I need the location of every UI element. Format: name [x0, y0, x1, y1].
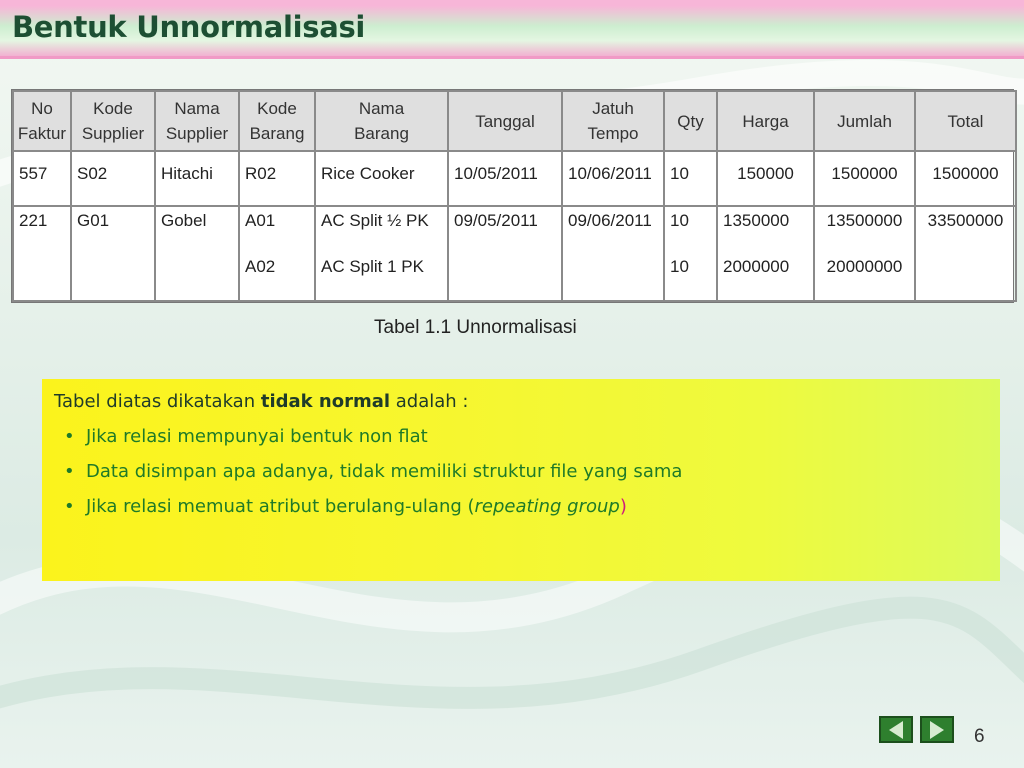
- table-cell: G01: [71, 206, 155, 247]
- repeating-group-term: repeating group: [474, 496, 620, 517]
- table-cell: Rice Cooker: [315, 151, 448, 206]
- col-header: Tanggal: [448, 91, 562, 151]
- table-cell: A02: [239, 247, 315, 301]
- table-cell: A01: [239, 206, 315, 247]
- table-cell: 1500000: [915, 151, 1016, 206]
- table-cell: [915, 247, 1016, 301]
- table-cell: AC Split ½ PK: [315, 206, 448, 247]
- table-cell: 09/05/2011: [448, 206, 562, 247]
- arrow-left-icon: [889, 721, 903, 739]
- invoice-table-image: [11, 89, 1014, 303]
- table-row: [13, 206, 1016, 247]
- table-cell: 221: [13, 206, 71, 247]
- table-row: [13, 151, 1016, 206]
- table-cell: 10/06/2011: [562, 151, 664, 206]
- table-cell: 20000000: [814, 247, 915, 301]
- col-header: Qty: [664, 91, 717, 151]
- col-header: Kode Barang: [239, 91, 315, 151]
- note-box: [42, 379, 1000, 581]
- table-cell: 1500000: [814, 151, 915, 206]
- bullet-icon: •: [64, 496, 75, 517]
- col-header: No Faktur: [13, 91, 71, 151]
- bullet-item: • Data disimpan apa adanya, tidak memiliki struktur file yang sama: [64, 461, 683, 482]
- table-cell: 557: [13, 151, 71, 206]
- table-cell: 33500000: [915, 206, 1016, 247]
- table-cell: 10/05/2011: [448, 151, 562, 206]
- table-cell: 09/06/2011: [562, 206, 664, 247]
- table-cell: 150000: [717, 151, 814, 206]
- col-header: Nama Barang: [315, 91, 448, 151]
- bullet-icon: •: [64, 426, 75, 447]
- note-intro: Tabel diatas dikatakan tidak normal adalah :: [54, 391, 469, 412]
- bullet-item: • Jika relasi memuat atribut berulang-ulang (repeating group): [64, 496, 627, 517]
- note-intro-bold: tidak normal: [260, 391, 391, 412]
- slide-title: Bentuk Unnormalisasi: [12, 10, 366, 44]
- table-cell: R02: [239, 151, 315, 206]
- header-divider: [0, 56, 1024, 59]
- col-header: Kode Supplier: [71, 91, 155, 151]
- previous-slide-button[interactable]: [879, 716, 913, 743]
- table-cell: [71, 247, 155, 301]
- header-band: [0, 0, 1024, 58]
- bullet-item: • Jika relasi mempunyai bentuk non flat: [64, 426, 428, 447]
- table-cell: [155, 247, 239, 301]
- col-header: Jatuh Tempo: [562, 91, 664, 151]
- table-cell: 10: [664, 206, 717, 247]
- table-cell: AC Split 1 PK: [315, 247, 448, 301]
- col-header: Total: [915, 91, 1016, 151]
- table-cell: Hitachi: [155, 151, 239, 206]
- table-cell: 13500000: [814, 206, 915, 247]
- col-header: Nama Supplier: [155, 91, 239, 151]
- page-number: 6: [974, 726, 985, 747]
- table-cell: 1350000: [717, 206, 814, 247]
- bullet-icon: •: [64, 461, 75, 482]
- table-row: [13, 247, 1016, 301]
- table-cell: [13, 247, 71, 301]
- table-caption: Tabel 1.1 Unnormalisasi: [374, 317, 577, 338]
- next-slide-button[interactable]: [920, 716, 954, 743]
- table-cell: [448, 247, 562, 301]
- table-cell: 10: [664, 247, 717, 301]
- table-cell: 10: [664, 151, 717, 206]
- unnormalized-table: [12, 90, 1017, 302]
- col-header: Harga: [717, 91, 814, 151]
- table-cell: 2000000: [717, 247, 814, 301]
- table-header-row: [13, 91, 1016, 151]
- col-header: Jumlah: [814, 91, 915, 151]
- table-cell: S02: [71, 151, 155, 206]
- arrow-right-icon: [930, 721, 944, 739]
- table-cell: Gobel: [155, 206, 239, 247]
- table-cell: [562, 247, 664, 301]
